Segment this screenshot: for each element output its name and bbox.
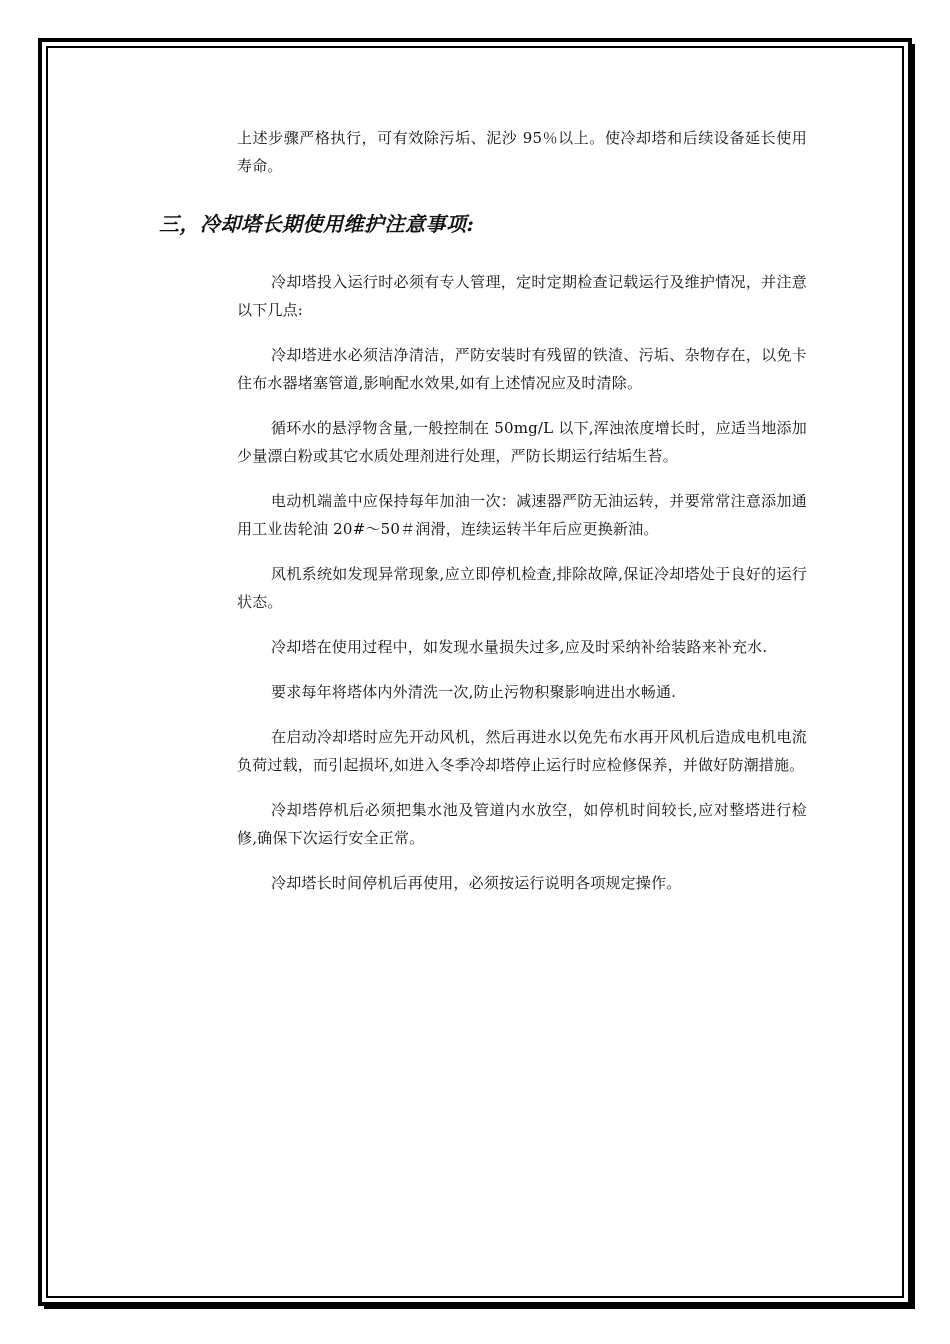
document-body: [159, 124, 807, 914]
paragraph-10: 冷却塔长时间停机后再使用，必须按运行说明各项规定操作。: [271, 874, 682, 892]
paragraph-9: 冷却塔停机后必须把集水池及管道内水放空，如停机时间较长,应对整塔进行检修,确保下次运行安全正常。: [237, 801, 807, 847]
paragraph-8: 在启动冷却塔时应先开动风机，然后再进水以免先布水再开风机后造成电机电流负荷过载，而引起损坏,如进入冬季冷却塔停止运行时应检修保养，并做好防潮措施。: [237, 728, 807, 774]
paragraph-1: 冷却塔投入运行时必须有专人管理，定时定期检查记载运行及维护情况，并注意以下几点:: [237, 273, 807, 319]
paragraph-6: 冷却塔在使用过程中，如发现水量损失过多,应及时采纳补给装路来补充水.: [271, 638, 768, 656]
page-border-shadow-bottom: [44, 1306, 915, 1309]
paragraph-4: 电动机端盖中应保持每年加油一次：减速器严防无油运转，并要常常注意添加通用工业齿轮油 20#～50＃润滑，连续运转半年后应更换新油。: [237, 492, 807, 538]
paragraph-2: 冷却塔进水必须洁净清洁，严防安装时有残留的铁渣、污垢、杂物存在，以免卡住布水器堵塞管道,影响配水效果,如有上述情况应及时清除。: [237, 346, 807, 392]
intro-paragraph: 上述步骤严格执行，可有效除污垢、泥沙 95％以上。使冷却塔和后续设备延长使用寿命。: [237, 129, 807, 175]
paragraph-7: 要求每年将塔体内外清洗一次,防止污物积聚影响进出水畅通.: [271, 683, 677, 701]
paragraph-5: 风机系统如发现异常现象,应立即停机检查,排除故障,保证冷却塔处于良好的运行状态。: [237, 565, 807, 611]
section-title: 三，冷却塔长期使用维护注意事项:: [159, 212, 475, 236]
paragraph-3: 循环水的悬浮物含量,一般控制在 50mg/L 以下,浑浊浓度增长时，应适当地添加少量漂白粉或其它水质处理剂进行处理，严防长期运行结垢生苔。: [237, 419, 807, 465]
page-border-shadow-right: [912, 44, 915, 1309]
